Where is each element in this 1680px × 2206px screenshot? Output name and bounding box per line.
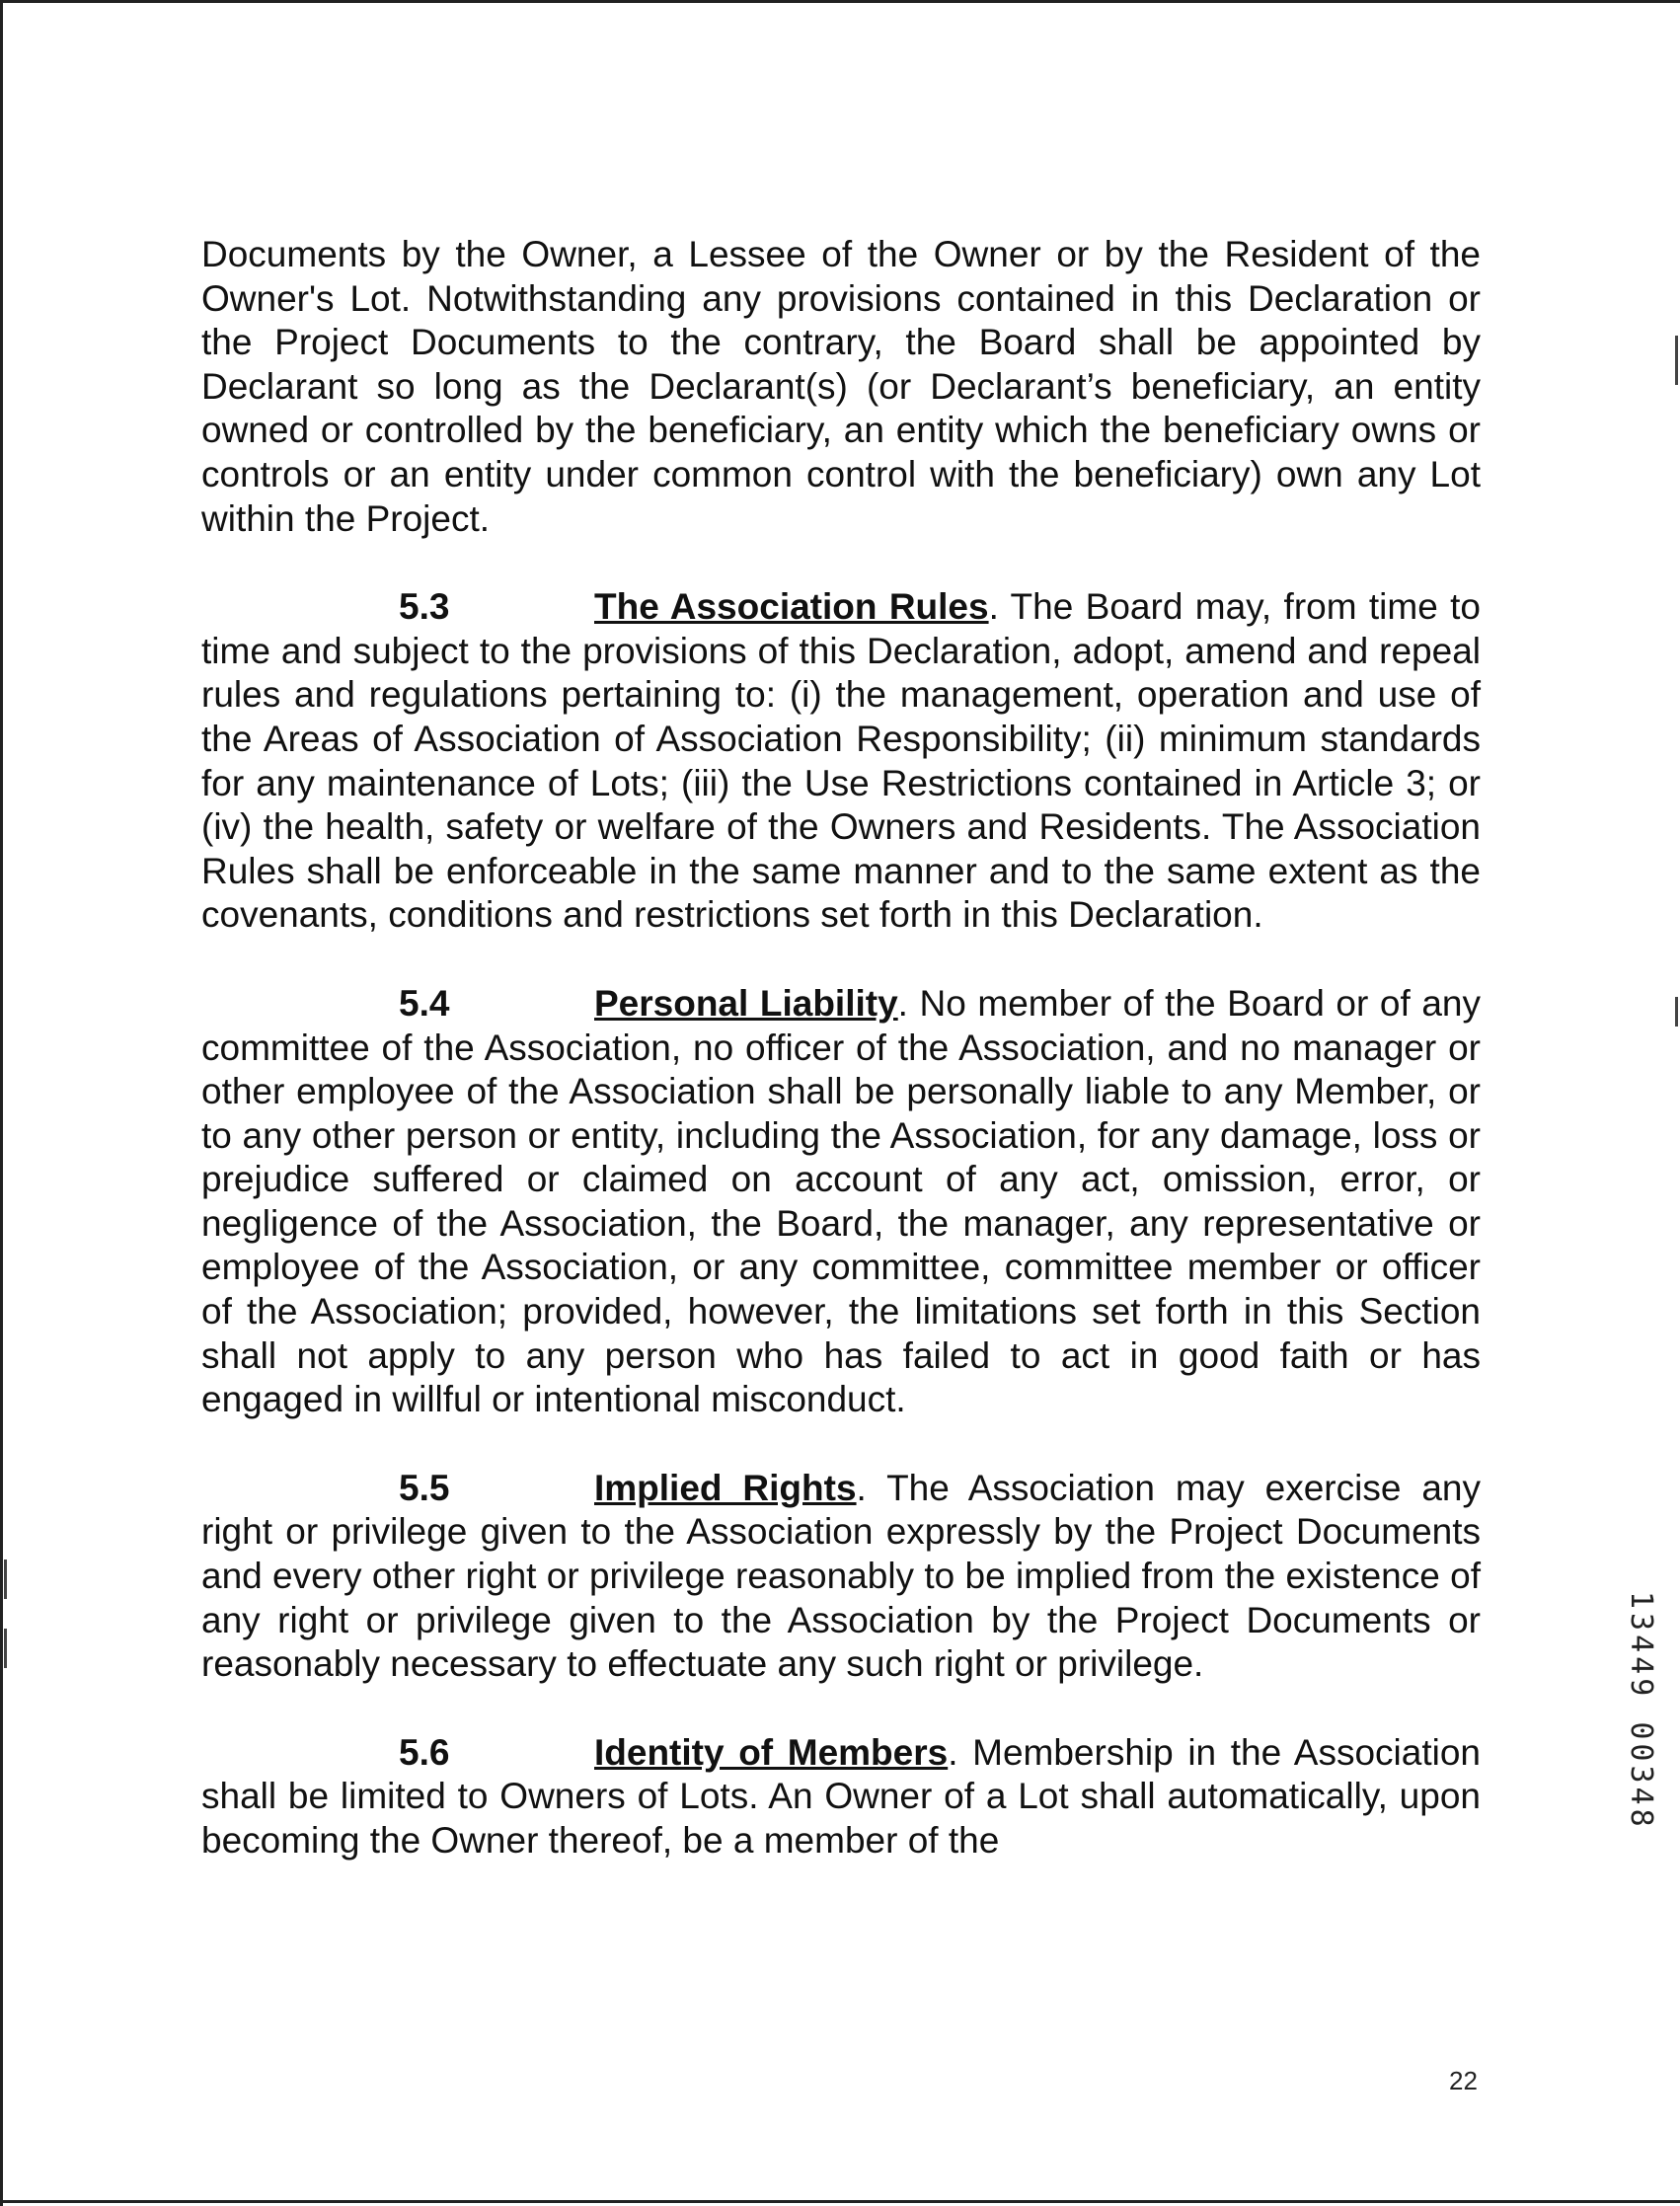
scan-edge-mark <box>1675 336 1678 385</box>
page-border-bottom <box>0 2200 1680 2203</box>
section-5-4: 5.4 Personal Liability. No member of the Board or of any committee of the Association, no officer of the Association, and no manager or other employee of the Association shall be personally liable to any Member, or to any other person or entity, including the Association, for any damage, loss or prejudice suffered or claimed on account of any act, omission, error, or negligence of the Association, the Board, the manager, any representative or employee of the Association, or any committee, committee member or officer of the Association; provided, however, the limitations set forth in this Section shall not apply to any person who has failed to act in good faith or has engaged in willful or intentional misconduct. <box>201 982 1481 1420</box>
recording-stamp: 13449 00348 <box>1624 1591 1658 1831</box>
section-body: . The Board may, from time to time and subject to the provisions of this Declaration, adopt, amend and repeal rules and regulations pertaining to: (i) the management, operation and use of the Areas of Association of Association Responsibility; (ii) minimum standards for any maintenance of Lots; (iii) the Use Restrictions contained in Article 3; or (iv) the health, safety or welfare of the Owners and Residents. The Association Rules shall be enforceable in the same manner and to the same extent as the covenants, conditions and restrictions set forth in this Declaration. <box>201 586 1482 936</box>
section-title: The Association Rules <box>594 586 989 628</box>
page-border-left <box>0 0 3 2206</box>
page-border-top <box>0 0 1680 3</box>
section-title: Identity of Members <box>594 1731 949 1773</box>
page-number: 22 <box>1449 2066 1478 2095</box>
section-title: Implied Rights <box>594 1467 857 1508</box>
scan-edge-mark <box>4 1629 7 1668</box>
section-5-6: 5.6 Identity of Members. Membership in the Association shall be limited to Owners of Lots. An Owner of a Lot shall automatically, upon becoming the Owner thereof, be a member of the <box>201 1731 1481 1861</box>
section-body: . Membership in the Association shall be limited to Owners of Lots. An Owner of a Lot shall automatically, upon becoming the Owner thereof, be a member of the <box>201 1731 1481 1861</box>
section-5-3: 5.3 The Association Rules. The Board may, from time to time and subject to the provisions of this Declaration, adopt, amend and repeal rules and regulations pertaining to: (i) the management, operation and use of the Areas of Association of Association Responsibility; (ii) minimum standards for any maintenance of Lots; (iii) the Use Restrictions contained in Article 3; or (iv) the health, safety or welfare of the Owners and Residents. The Association Rules shall be enforceable in the same manner and to the same extent as the covenants, conditions and restrictions set forth in this Declaration. <box>201 586 1482 936</box>
section-body: . No member of the Board or of any committee of the Association, no officer of the Association, and no manager or other employee of the Association shall be personally liable to any Member, or to any other person or entity, including the Association, for any damage, loss or prejudice suffered or claimed on account of any act, omission, error, or negligence of the Association, the Board, the manager, any representative or employee of the Association, or any committee, committee member or officer of the Association; provided, however, the limitations set forth in this Section shall not apply to any person who has failed to act in good faith or has engaged in willful or intentional misconduct. <box>201 982 1481 1420</box>
section-body: . The Association may exercise any right or privilege given to the Association expressly by the Project Documents and every other right or privilege reasonably to be implied from the existence of any right or privilege given to the Association by the Project Documents or reasonably necessary to effectuate any such right or privilege. <box>201 1467 1482 1685</box>
scan-edge-mark <box>4 1559 7 1599</box>
section-title: Personal Liability <box>594 982 898 1024</box>
section-5-5: 5.5 Implied Rights. The Association may exercise any right or privilege given to the Association expressly by the Project Documents and every other right or privilege reasonably to be implied from the existence of any right or privilege given to the Association by the Project Documents or reasonably necessary to effectuate any such right or privilege. <box>201 1467 1482 1685</box>
document-body <box>201 233 1481 1908</box>
opening-paragraph: Documents by the Owner, a Lessee of the Owner or by the Resident of the Owner's Lot. Notwithstanding any provisions contained in this Declaration or the Project Documents to the contrary, the Board shall be appointed by Declarant so long as the Declarant(s) (or Declarant’s beneficiary, an entity owned or controlled by the beneficiary, an entity which the beneficiary owns or controls or an entity under common control with the beneficiary) own any Lot within the Project. <box>201 234 1481 539</box>
scan-edge-mark <box>1675 997 1678 1027</box>
